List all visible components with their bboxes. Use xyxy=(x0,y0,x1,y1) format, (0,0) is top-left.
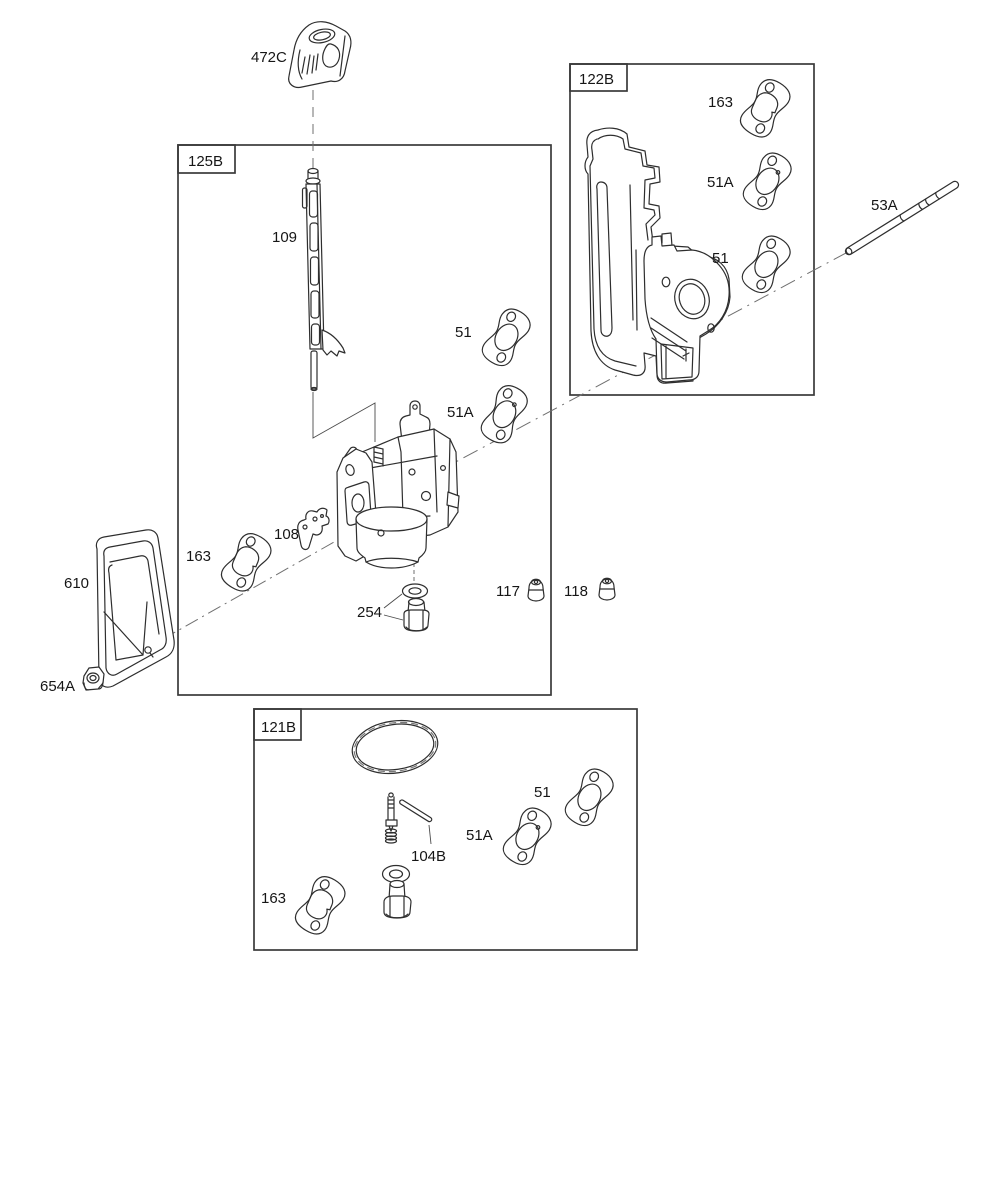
part-label-53a: 53A xyxy=(871,197,898,214)
part-label-51a-125b: 51A xyxy=(447,404,474,421)
group-label-121b: 121B xyxy=(261,719,297,736)
part-label-51a-121b: 51A xyxy=(466,827,493,844)
part-label-117: 117 xyxy=(496,583,520,600)
washer-bolt-121b xyxy=(383,866,412,919)
part-label-163-122b: 163 xyxy=(708,94,734,111)
part-610-drawing xyxy=(96,530,174,687)
part-254-washer-bolt xyxy=(403,584,430,631)
part-label-109: 109 xyxy=(272,229,298,246)
gasket-51-121b xyxy=(561,764,618,830)
bracket-122b-drawing xyxy=(585,128,730,383)
gasket-51a-122b xyxy=(739,148,796,214)
gasket-51a-125b xyxy=(477,381,531,447)
part-label-163-121b: 163 xyxy=(261,890,287,907)
leader-254 xyxy=(384,594,403,620)
part-label-118: 118 xyxy=(564,583,588,600)
carburetor-drawing xyxy=(337,401,459,568)
part-104b-needle-set xyxy=(386,793,433,843)
part-label-654a: 654A xyxy=(40,678,76,695)
part-label-610: 610 xyxy=(64,575,90,592)
part-118-cap xyxy=(599,578,615,600)
gasket-51-122b xyxy=(738,231,795,297)
part-472c-drawing xyxy=(289,22,351,88)
part-label-51-125b: 51 xyxy=(455,324,472,341)
part-label-104b: 104B xyxy=(411,848,447,865)
part-654a-drawing xyxy=(83,667,104,690)
group-label-125b: 125B xyxy=(188,153,224,170)
gasket-163-122b xyxy=(736,75,794,142)
part-label-51-121b: 51 xyxy=(534,784,551,801)
gasket-51a-121b xyxy=(499,803,556,869)
part-117-cap xyxy=(528,579,544,601)
part-label-108: 108 xyxy=(274,526,300,543)
leader-104b xyxy=(429,825,431,844)
part-label-51a-122b: 51A xyxy=(707,174,734,191)
gasket-51-125b xyxy=(478,304,535,370)
part-53a-rod xyxy=(844,180,960,256)
centerline-109-to-carburetor xyxy=(313,392,375,442)
oring-121b xyxy=(349,715,441,778)
gasket-163-121b xyxy=(291,872,349,939)
gasket-163-125b xyxy=(217,529,275,596)
part-label-472c: 472C xyxy=(251,49,287,66)
part-label-51-122b: 51 xyxy=(712,250,729,267)
part-label-163-125b: 163 xyxy=(186,548,212,565)
part-label-254: 254 xyxy=(357,604,383,621)
part-109-drawing xyxy=(303,169,346,391)
part-108-drawing xyxy=(298,508,329,549)
group-label-122b: 122B xyxy=(579,71,615,88)
